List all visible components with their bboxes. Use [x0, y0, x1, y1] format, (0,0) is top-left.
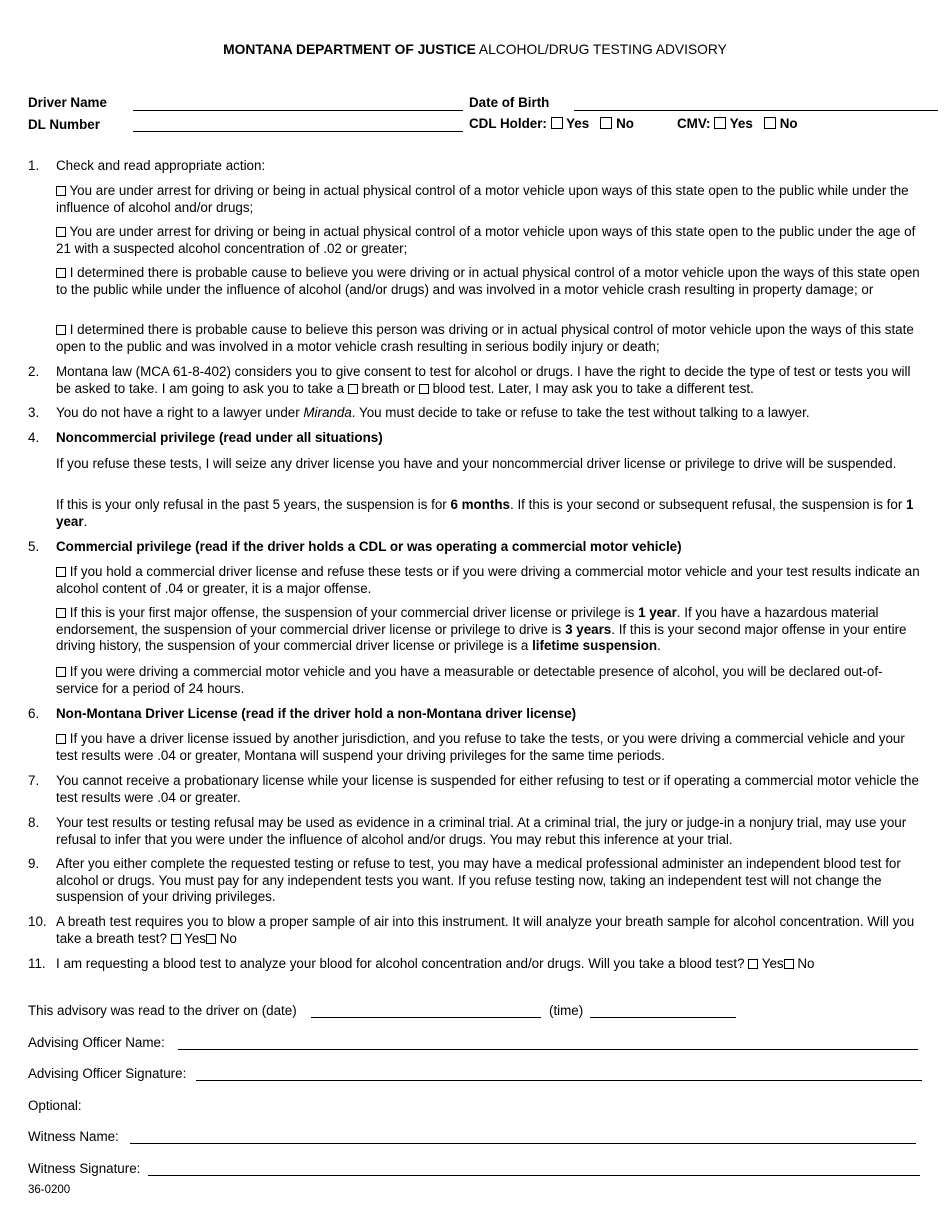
page-title: MONTANA DEPARTMENT OF JUSTICE ALCOHOL/DRUG TESTING ADVISORY [223, 42, 727, 57]
out-of-service-checkbox[interactable] [56, 667, 66, 677]
date-field[interactable] [311, 1017, 541, 1018]
dob-field[interactable] [574, 110, 938, 111]
breath-test-checkbox[interactable] [348, 384, 358, 394]
driver-name-label: Driver Name [28, 95, 107, 110]
cmv-yes-label: Yes [729, 116, 753, 131]
blood-yes-checkbox[interactable] [748, 959, 758, 969]
blood-test-checkbox[interactable] [419, 384, 429, 394]
witness-signature-label: Witness Signature: [28, 1161, 141, 1176]
dl-number-label: DL Number [28, 117, 100, 132]
item-6-heading: Non-Montana Driver License (read if the driver hold a non-Montana driver license) [56, 706, 577, 721]
item-5-option-c: If you were driving a commercial motor vehicle and you have a measurable or detectable presence of alcohol, you will be declared out-of-service for a period of 24 hours. [56, 664, 883, 696]
item-3: 3. You do not have a right to a lawyer under Miranda. You must decide to take or refuse to take the test without talking to a lawyer. [28, 405, 810, 420]
item-5-heading: Commercial privilege (read if the driver holds a CDL or was operating a commercial motor vehicle) [56, 539, 682, 554]
officer-name-field[interactable] [178, 1049, 918, 1050]
item-1-option-a: You are under arrest for driving or being in actual physical control of a motor vehicle upon ways of this state open to the public while under the influence of alcohol and/or drugs; [56, 183, 909, 215]
cdl-yes-checkbox[interactable] [551, 117, 563, 129]
cdl-no-checkbox[interactable] [600, 117, 612, 129]
item-6: 6. Non-Montana Driver License (read if the driver hold a non-Montana driver license) [28, 706, 923, 723]
item-1-option-b: You are under arrest for driving or being in actual physical control of a motor vehicle upon ways of this state open to the public under the age of 21 with a suspected alcohol concentration of .02 or greater; [56, 224, 916, 256]
dob-label: Date of Birth [469, 95, 550, 110]
item-5-option-a: If you hold a commercial driver license and refuse these tests or if you were driving a commercial motor vehicle and your test results indicate an alcohol content of .04 or greater, it is a major offense. [56, 564, 920, 596]
officer-signature-field[interactable] [196, 1080, 922, 1081]
item-5: 5. Commercial privilege (read if the driver holds a CDL or was operating a commercial motor vehicle) [28, 539, 923, 556]
item-6-option-a: If you have a driver license issued by another jurisdiction, and you refuse to take the tests, or you were driving a commercial vehicle and your test results were .04 or greater, Montana will suspend your driving privileges for the same time periods. [56, 731, 905, 763]
non-montana-checkbox[interactable] [56, 734, 66, 744]
item-5-option-b: If this is your first major offense, the suspension of your commercial driver license or privilege is 1 year. If you have a hazardous material endorsement, the suspension of your commercial driver license or privilege to drive is 3 years. If this is your second major offense in your entire driving history, the suspension of your commercial driver license or privilege is a lifetime suspension. [56, 605, 907, 653]
item-1 [28, 158, 923, 175]
cmv-label: CMV: [677, 116, 711, 131]
form-number: 36-0200 [28, 1184, 71, 1196]
option-b-checkbox[interactable] [56, 227, 66, 237]
item-4-para-1: If you refuse these tests, I will seize any driver license you have and your noncommercial driver license or privilege to drive will be suspended. [56, 456, 897, 471]
witness-name-label: Witness Name: [28, 1129, 119, 1144]
option-c-checkbox[interactable] [56, 268, 66, 278]
item-4: 4. Noncommercial privilege (read under all situations) [28, 430, 923, 447]
item-8: 8. Your test results or testing refusal may be used as evidence in a criminal trial. At a criminal trial, the jury or judge-in a nonjury trial, may use your refusal to infer that you were under the influence of alcohol and/or drugs. You may rebut this inference at your trial. [28, 815, 907, 847]
cdl-refuse-checkbox[interactable] [56, 567, 66, 577]
optional-label: Optional: [28, 1098, 82, 1113]
item-7: 7. You cannot receive a probationary license while your license is suspended for either refusing to test or if operating a commercial motor vehicle the test results were .04 or greater. [28, 773, 919, 805]
item-4-para-2: If this is your only refusal in the past 5 years, the suspension is for 6 months. If this is your second or subsequent refusal, the suspension is for 1 year. [56, 497, 914, 529]
cdl-no-label: No [616, 116, 634, 131]
item-1-option-d: I determined there is probable cause to believe this person was driving or in actual physical control of motor vehicle upon the ways of this state open to the public and was involved in a motor vehicle crash resulting in serious bodily injury or death; [56, 322, 914, 354]
time-label: (time) [549, 1003, 584, 1018]
item-9: 9. After you either complete the requested testing or refuse to test, you may have a medical professional administer an independent blood test for alcohol or drugs. You must pay for any independent tests you want. If you refuse testing now, taking an independent test will not change the suspension of your driving privileges. [28, 856, 901, 904]
witness-name-field[interactable] [130, 1143, 916, 1144]
item-1-text: Check and read appropriate action: [56, 158, 266, 173]
driver-name-field[interactable] [133, 110, 463, 111]
dl-number-field[interactable] [133, 131, 463, 132]
cmv-group [677, 116, 798, 133]
cmv-yes-checkbox[interactable] [714, 117, 726, 129]
witness-signature-field[interactable] [148, 1175, 920, 1176]
item-11: 11. I am requesting a blood test to analyze your blood for alcohol concentration and/or drugs. Will you take a blood test? Yes No [28, 956, 815, 971]
blood-no-checkbox[interactable] [784, 959, 794, 969]
option-d-checkbox[interactable] [56, 325, 66, 335]
read-on-label: This advisory was read to the driver on (date) [28, 1003, 297, 1018]
item-2: 2. Montana law (MCA 61-8-402) considers you to give consent to test for alcohol or drugs. I have the right to decide the type of test or tests you will be asked to take. I am going to ask you to take a breath or blood test. Later, I may ask you to take a different test. [28, 364, 911, 396]
cdl-first-offense-checkbox[interactable] [56, 608, 66, 618]
breath-yes-checkbox[interactable] [171, 934, 181, 944]
cdl-holder-group [469, 116, 634, 133]
item-1-option-c: I determined there is probable cause to believe you were driving or in actual physical control of a motor vehicle upon the ways of this state open to the public while under the influence of alcohol (and/or drugs) and was involved in a motor vehicle crash resulting in property damage; or [56, 265, 920, 297]
time-field[interactable] [590, 1017, 736, 1018]
breath-no-checkbox[interactable] [206, 934, 216, 944]
option-a-checkbox[interactable] [56, 186, 66, 196]
item-10: 10. A breath test requires you to blow a proper sample of air into this instrument. It will analyze your breath sample for alcohol concentration. Will you take a breath test? Yes No [28, 914, 915, 946]
cmv-no-label: No [779, 116, 798, 131]
item-number: 1. [28, 158, 40, 173]
cmv-no-checkbox[interactable] [764, 117, 776, 129]
officer-signature-label: Advising Officer Signature: [28, 1066, 187, 1081]
item-4-heading: Noncommercial privilege (read under all situations) [56, 430, 383, 445]
cdl-yes-label: Yes [566, 116, 590, 131]
cdl-holder-label: CDL Holder: [469, 116, 547, 131]
officer-name-label: Advising Officer Name: [28, 1035, 165, 1050]
